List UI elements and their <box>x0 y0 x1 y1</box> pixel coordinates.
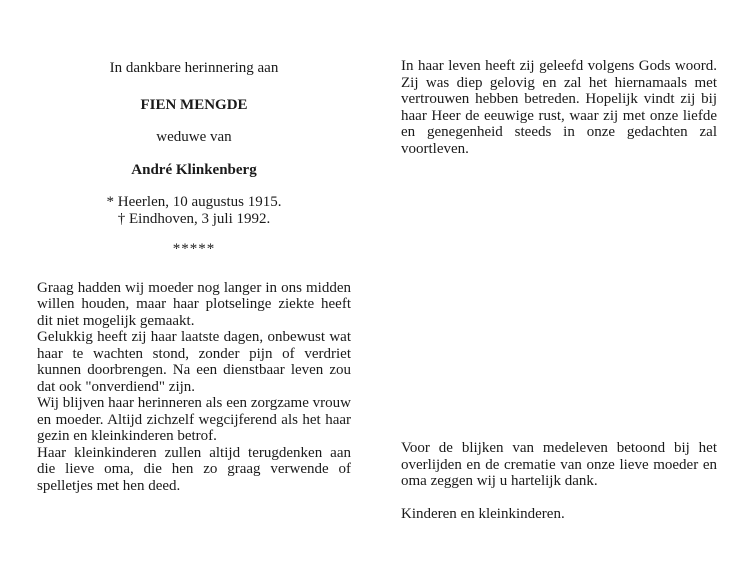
deceased-name: FIEN MENGDE <box>140 96 248 113</box>
intro-text: In dankbare herinnering aan <box>109 60 279 76</box>
thanks-paragraph: Voor de blijken van medeleven betoond bij het overlijden en de crematie van onze lieve moeder en oma zeggen wij u hartelijk dank. <box>401 440 717 489</box>
separator-stars: ***** <box>172 241 216 257</box>
paragraph: Wij blijven haar herinneren als een zorgzame vrouw en moeder. Altijd zichzelf wegcijferend als het haar gezin en kleinkinderen betrof. <box>37 395 351 444</box>
paragraph: Gelukkig heeft zij haar laatste dagen, onbewust wat haar te wachten stond, zonder pijn of verdriet kunnen doorbrengen. Na een dienstbaar leven zou dat ook "onverdiend" zijn. <box>37 329 351 395</box>
thanks-block <box>401 440 717 522</box>
paragraph: Graag hadden wij moeder nog langer in ons midden willen houden, maar haar plotselinge ziekte heeft dit niet mogelijk gemaakt. <box>37 279 351 329</box>
spouse-name: André Klinkenberg <box>131 161 257 178</box>
relation-text: weduwe van <box>156 129 232 145</box>
left-column <box>37 58 351 494</box>
death-line: † Eindhoven, 3 juli 1992. <box>117 210 271 227</box>
paragraph: Haar kleinkinderen zullen altijd terugdenken aan die lieve oma, die hen zo graag verwende of spelletjes met hen deed. <box>37 444 351 494</box>
birth-line: * Heerlen, 10 augustus 1915. <box>106 194 282 210</box>
right-column <box>401 58 717 157</box>
left-body <box>37 280 351 495</box>
faith-paragraph: In haar leven heeft zij geleefd volgens Gods woord. Zij was diep gelovig en zal het hiernamaals met vertrouwen hebben betreden. Hopelijk vindt zij bij haar Heer de eeuwige rust, waar zij met onze liefde en genegenheid steeds in onze gedachten zal voortleven. <box>401 58 717 157</box>
signature: Kinderen en kleinkinderen. <box>401 505 565 522</box>
